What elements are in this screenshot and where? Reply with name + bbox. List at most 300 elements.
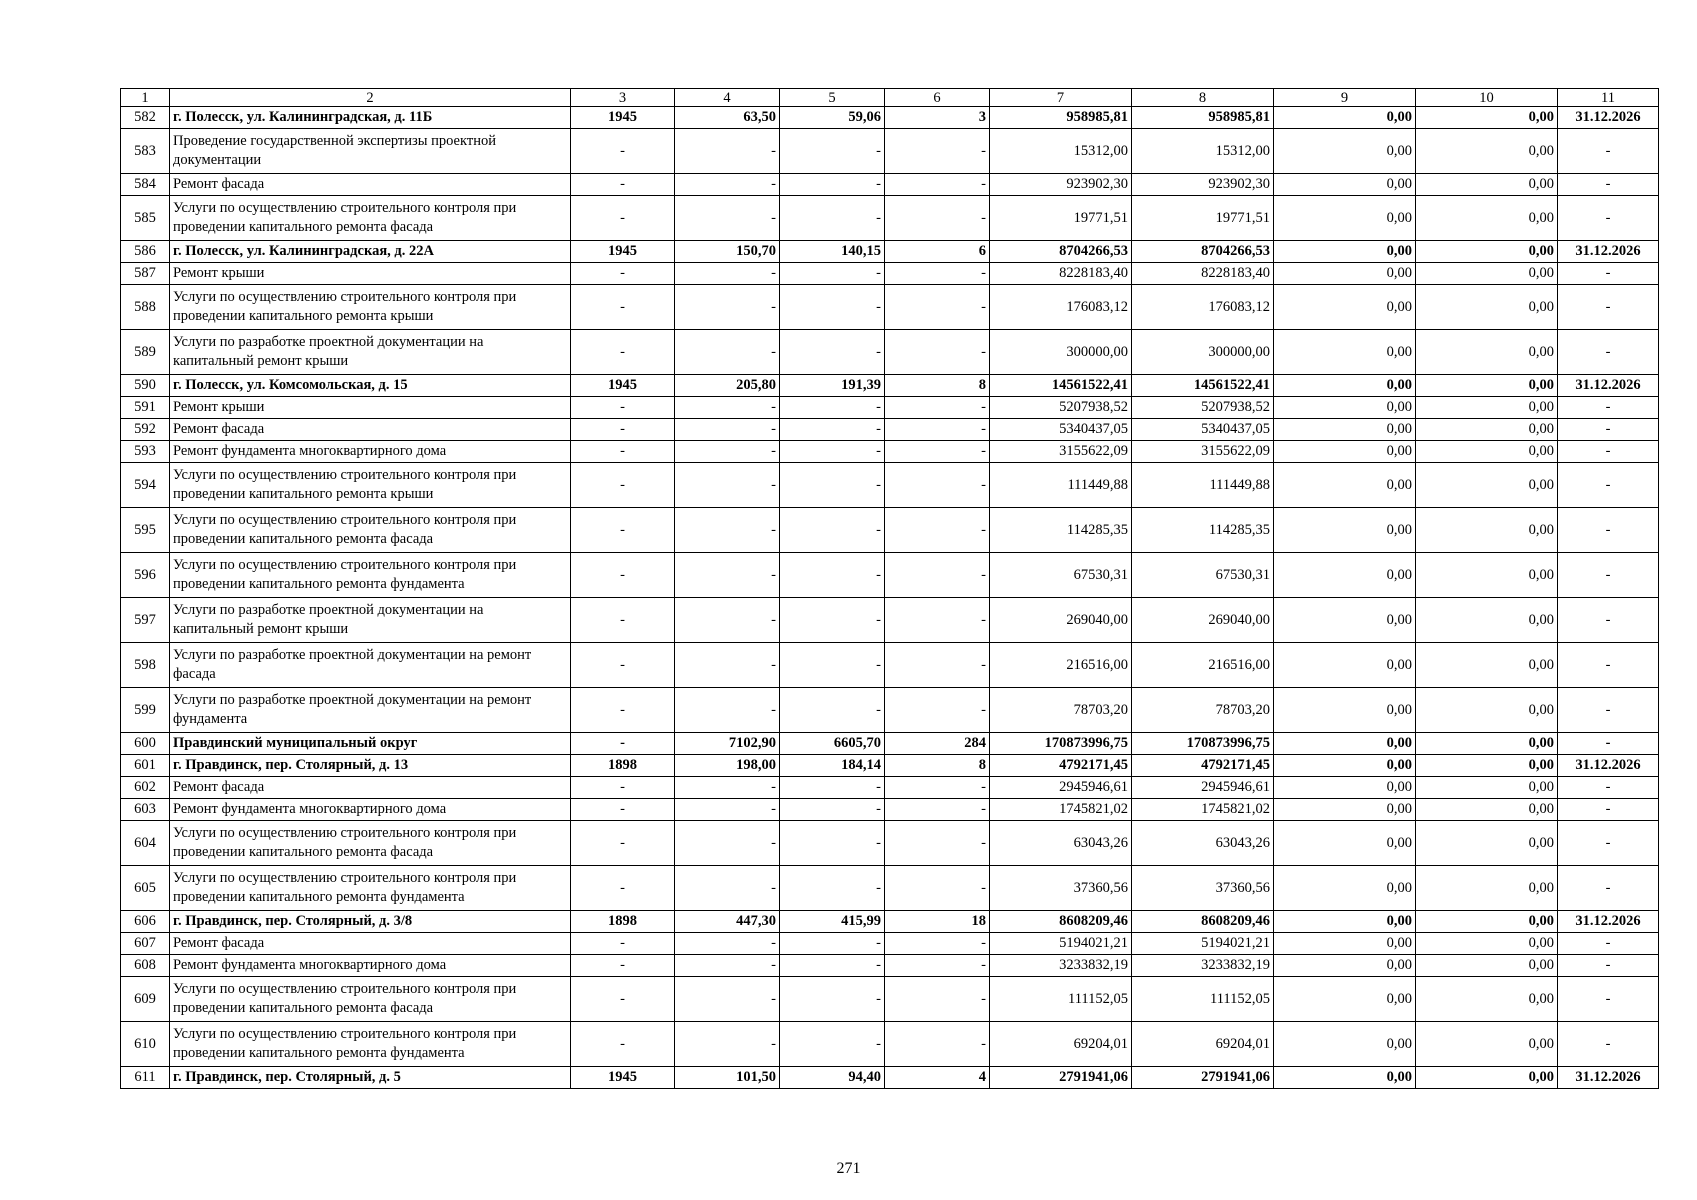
row-number-cell: 606 [121, 911, 170, 933]
col-11-cell: 31.12.2026 [1558, 107, 1659, 129]
col-8-cell: 1745821,02 [1132, 799, 1274, 821]
col-9-cell: 0,00 [1274, 821, 1416, 866]
row-number-cell: 598 [121, 643, 170, 688]
col-4-cell: - [675, 285, 780, 330]
col-4-cell: - [675, 419, 780, 441]
row-number-cell: 596 [121, 553, 170, 598]
col-11-cell: - [1558, 419, 1659, 441]
row-number-cell: 585 [121, 196, 170, 241]
table-row-address [121, 241, 1659, 263]
col-5-cell: 59,06 [780, 107, 885, 129]
col-7-cell: 4792171,45 [990, 755, 1132, 777]
col-8-cell: 2791941,06 [1132, 1067, 1274, 1089]
col-3-cell: 1945 [571, 107, 675, 129]
col-4-cell: - [675, 777, 780, 799]
col-10-cell: 0,00 [1416, 107, 1558, 129]
table-row-work [121, 553, 1659, 598]
table-row-work [121, 397, 1659, 419]
col-8-cell: 170873996,75 [1132, 733, 1274, 755]
col-9-cell: 0,00 [1274, 196, 1416, 241]
row-number-cell: 591 [121, 397, 170, 419]
col-11-cell: - [1558, 598, 1659, 643]
col-5-cell: - [780, 933, 885, 955]
col-3-cell: - [571, 799, 675, 821]
col-8-cell: 69204,01 [1132, 1022, 1274, 1067]
column-number-11: 11 [1558, 89, 1659, 107]
column-number-10: 10 [1416, 89, 1558, 107]
col-8-cell: 5194021,21 [1132, 933, 1274, 955]
col-6-cell: 3 [885, 107, 990, 129]
col-11-cell: - [1558, 777, 1659, 799]
col-10-cell: 0,00 [1416, 174, 1558, 196]
col-4-cell: - [675, 553, 780, 598]
col-9-cell: 0,00 [1274, 129, 1416, 174]
col-3-cell: - [571, 821, 675, 866]
col-8-cell: 8228183,40 [1132, 263, 1274, 285]
col-5-cell: - [780, 285, 885, 330]
col-6-cell: 8 [885, 375, 990, 397]
table-row-work [121, 441, 1659, 463]
row-number-cell: 592 [121, 419, 170, 441]
repair-program-table [120, 88, 1659, 1089]
col-7-cell: 958985,81 [990, 107, 1132, 129]
col-3-cell: - [571, 733, 675, 755]
item-name-cell: Услуги по разработке проектной документации на ремонт фундамента [170, 688, 571, 733]
col-5-cell: - [780, 688, 885, 733]
col-10-cell: 0,00 [1416, 688, 1558, 733]
row-number-cell: 605 [121, 866, 170, 911]
row-number-cell: 586 [121, 241, 170, 263]
col-7-cell: 8228183,40 [990, 263, 1132, 285]
table-row-work [121, 821, 1659, 866]
row-number-cell: 595 [121, 508, 170, 553]
col-7-cell: 37360,56 [990, 866, 1132, 911]
col-3-cell: - [571, 397, 675, 419]
col-5-cell: - [780, 174, 885, 196]
col-4-cell: 150,70 [675, 241, 780, 263]
col-3-cell: - [571, 129, 675, 174]
col-10-cell: 0,00 [1416, 755, 1558, 777]
col-10-cell: 0,00 [1416, 598, 1558, 643]
col-5-cell: - [780, 441, 885, 463]
col-7-cell: 923902,30 [990, 174, 1132, 196]
table-row-work [121, 933, 1659, 955]
col-4-cell: - [675, 598, 780, 643]
col-7-cell: 67530,31 [990, 553, 1132, 598]
col-3-cell: - [571, 777, 675, 799]
item-name-cell: Ремонт фасада [170, 174, 571, 196]
col-3-cell: - [571, 263, 675, 285]
col-10-cell: 0,00 [1416, 285, 1558, 330]
col-5-cell: - [780, 777, 885, 799]
col-3-cell: - [571, 643, 675, 688]
table-row-work [121, 1022, 1659, 1067]
col-3-cell: - [571, 330, 675, 375]
col-8-cell: 14561522,41 [1132, 375, 1274, 397]
col-6-cell: - [885, 955, 990, 977]
col-11-cell: - [1558, 174, 1659, 196]
item-name-cell: г. Правдинск, пер. Столярный, д. 3/8 [170, 911, 571, 933]
col-3-cell: 1898 [571, 755, 675, 777]
col-11-cell: - [1558, 733, 1659, 755]
col-11-cell: 31.12.2026 [1558, 911, 1659, 933]
col-8-cell: 269040,00 [1132, 598, 1274, 643]
row-number-cell: 590 [121, 375, 170, 397]
row-number-cell: 611 [121, 1067, 170, 1089]
table-row-work [121, 463, 1659, 508]
col-9-cell: 0,00 [1274, 777, 1416, 799]
col-9-cell: 0,00 [1274, 799, 1416, 821]
col-10-cell: 0,00 [1416, 977, 1558, 1022]
table-row-work [121, 330, 1659, 375]
item-name-cell: Ремонт фасада [170, 933, 571, 955]
col-5-cell: - [780, 598, 885, 643]
col-6-cell: - [885, 419, 990, 441]
col-5-cell: 184,14 [780, 755, 885, 777]
col-3-cell: - [571, 196, 675, 241]
page-number: 271 [836, 1160, 861, 1177]
table-row-work [121, 196, 1659, 241]
col-6-cell: - [885, 977, 990, 1022]
col-4-cell: - [675, 933, 780, 955]
col-7-cell: 2791941,06 [990, 1067, 1132, 1089]
row-number-cell: 583 [121, 129, 170, 174]
col-6-cell: - [885, 553, 990, 598]
col-10-cell: 0,00 [1416, 375, 1558, 397]
col-4-cell: 198,00 [675, 755, 780, 777]
col-6-cell: 6 [885, 241, 990, 263]
item-name-cell: Проведение государственной экспертизы проектной документации [170, 129, 571, 174]
col-10-cell: 0,00 [1416, 463, 1558, 508]
column-number-5: 5 [780, 89, 885, 107]
item-name-cell: Ремонт фасада [170, 777, 571, 799]
col-5-cell: - [780, 508, 885, 553]
col-10-cell: 0,00 [1416, 508, 1558, 553]
col-5-cell: - [780, 955, 885, 977]
col-5-cell: - [780, 643, 885, 688]
col-3-cell: - [571, 463, 675, 508]
column-number-4: 4 [675, 89, 780, 107]
col-8-cell: 67530,31 [1132, 553, 1274, 598]
col-4-cell: 101,50 [675, 1067, 780, 1089]
col-5-cell: 415,99 [780, 911, 885, 933]
col-11-cell: - [1558, 821, 1659, 866]
col-7-cell: 2945946,61 [990, 777, 1132, 799]
column-number-2: 2 [170, 89, 571, 107]
item-name-cell: г. Полесск, ул. Калининградская, д. 11Б [170, 107, 571, 129]
table-row-work [121, 688, 1659, 733]
col-10-cell: 0,00 [1416, 196, 1558, 241]
col-7-cell: 5194021,21 [990, 933, 1132, 955]
column-number-3: 3 [571, 89, 675, 107]
col-3-cell: 1945 [571, 1067, 675, 1089]
col-3-cell: - [571, 977, 675, 1022]
row-number-cell: 609 [121, 977, 170, 1022]
col-4-cell: - [675, 441, 780, 463]
item-name-cell: Ремонт крыши [170, 397, 571, 419]
col-6-cell: - [885, 866, 990, 911]
row-number-cell: 593 [121, 441, 170, 463]
col-3-cell: - [571, 285, 675, 330]
col-6-cell: - [885, 799, 990, 821]
table-row-work [121, 129, 1659, 174]
item-name-cell: Услуги по осуществлению строительного контроля при проведении капитального ремонта фасада [170, 821, 571, 866]
row-number-cell: 599 [121, 688, 170, 733]
item-name-cell: Услуги по осуществлению строительного контроля при проведении капитального ремонта крыши [170, 285, 571, 330]
col-8-cell: 114285,35 [1132, 508, 1274, 553]
col-11-cell: 31.12.2026 [1558, 241, 1659, 263]
col-8-cell: 4792171,45 [1132, 755, 1274, 777]
column-number-9: 9 [1274, 89, 1416, 107]
col-10-cell: 0,00 [1416, 643, 1558, 688]
col-11-cell: - [1558, 508, 1659, 553]
col-4-cell: 447,30 [675, 911, 780, 933]
item-name-cell: Услуги по разработке проектной документации на ремонт фасада [170, 643, 571, 688]
col-5-cell: 6605,70 [780, 733, 885, 755]
col-7-cell: 176083,12 [990, 285, 1132, 330]
col-5-cell: - [780, 196, 885, 241]
col-6-cell: - [885, 129, 990, 174]
item-name-cell: Ремонт фасада [170, 419, 571, 441]
col-5-cell: - [780, 463, 885, 508]
row-number-cell: 600 [121, 733, 170, 755]
table-row-work [121, 174, 1659, 196]
col-3-cell: 1945 [571, 241, 675, 263]
col-11-cell: - [1558, 955, 1659, 977]
col-10-cell: 0,00 [1416, 330, 1558, 375]
col-6-cell: - [885, 397, 990, 419]
item-name-cell: Услуги по осуществлению строительного контроля при проведении капитального ремонта фасада [170, 508, 571, 553]
column-number-7: 7 [990, 89, 1132, 107]
col-5-cell: - [780, 977, 885, 1022]
col-10-cell: 0,00 [1416, 553, 1558, 598]
col-6-cell: - [885, 688, 990, 733]
table-row-work [121, 643, 1659, 688]
row-number-cell: 603 [121, 799, 170, 821]
col-11-cell: - [1558, 441, 1659, 463]
col-6-cell: - [885, 598, 990, 643]
col-6-cell: 8 [885, 755, 990, 777]
col-11-cell: - [1558, 330, 1659, 375]
col-4-cell: - [675, 799, 780, 821]
col-4-cell: - [675, 463, 780, 508]
col-11-cell: - [1558, 643, 1659, 688]
table-row-work [121, 263, 1659, 285]
col-6-cell: - [885, 508, 990, 553]
col-3-cell: - [571, 955, 675, 977]
item-name-cell: Услуги по осуществлению строительного контроля при проведении капитального ремонта фасада [170, 196, 571, 241]
col-3-cell: - [571, 508, 675, 553]
col-8-cell: 923902,30 [1132, 174, 1274, 196]
item-name-cell: Ремонт фундамента многоквартирного дома [170, 955, 571, 977]
col-4-cell: - [675, 174, 780, 196]
col-9-cell: 0,00 [1274, 933, 1416, 955]
col-7-cell: 5340437,05 [990, 419, 1132, 441]
item-name-cell: Ремонт фундамента многоквартирного дома [170, 441, 571, 463]
col-3-cell: - [571, 441, 675, 463]
col-8-cell: 2945946,61 [1132, 777, 1274, 799]
col-10-cell: 0,00 [1416, 419, 1558, 441]
col-11-cell: - [1558, 688, 1659, 733]
col-7-cell: 111449,88 [990, 463, 1132, 508]
col-6-cell: - [885, 1022, 990, 1067]
col-7-cell: 63043,26 [990, 821, 1132, 866]
col-9-cell: 0,00 [1274, 598, 1416, 643]
row-number-cell: 610 [121, 1022, 170, 1067]
column-number-8: 8 [1132, 89, 1274, 107]
col-10-cell: 0,00 [1416, 241, 1558, 263]
table-row-address [121, 733, 1659, 755]
col-10-cell: 0,00 [1416, 1022, 1558, 1067]
col-5-cell: 140,15 [780, 241, 885, 263]
col-6-cell: - [885, 441, 990, 463]
item-name-cell: Услуги по разработке проектной документации на капитальный ремонт крыши [170, 598, 571, 643]
item-name-cell: Услуги по осуществлению строительного контроля при проведении капитального ремонта фундамента [170, 553, 571, 598]
item-name-cell: г. Полесск, ул. Комсомольская, д. 15 [170, 375, 571, 397]
col-3-cell: 1945 [571, 375, 675, 397]
col-3-cell: - [571, 419, 675, 441]
table-row-work [121, 285, 1659, 330]
col-11-cell: - [1558, 397, 1659, 419]
col-8-cell: 216516,00 [1132, 643, 1274, 688]
col-4-cell: - [675, 643, 780, 688]
col-11-cell: 31.12.2026 [1558, 755, 1659, 777]
col-11-cell: - [1558, 263, 1659, 285]
row-number-cell: 607 [121, 933, 170, 955]
col-7-cell: 300000,00 [990, 330, 1132, 375]
col-10-cell: 0,00 [1416, 955, 1558, 977]
col-4-cell: - [675, 196, 780, 241]
col-7-cell: 8608209,46 [990, 911, 1132, 933]
col-6-cell: 4 [885, 1067, 990, 1089]
column-number-6: 6 [885, 89, 990, 107]
col-9-cell: 0,00 [1274, 866, 1416, 911]
col-4-cell: - [675, 955, 780, 977]
col-6-cell: - [885, 821, 990, 866]
col-11-cell: - [1558, 196, 1659, 241]
col-11-cell: - [1558, 977, 1659, 1022]
col-11-cell: - [1558, 553, 1659, 598]
col-10-cell: 0,00 [1416, 733, 1558, 755]
col-9-cell: 0,00 [1274, 911, 1416, 933]
col-11-cell: - [1558, 463, 1659, 508]
col-9-cell: 0,00 [1274, 1067, 1416, 1089]
col-10-cell: 0,00 [1416, 129, 1558, 174]
col-10-cell: 0,00 [1416, 933, 1558, 955]
col-4-cell: - [675, 1022, 780, 1067]
col-6-cell: - [885, 285, 990, 330]
item-name-cell: Услуги по осуществлению строительного контроля при проведении капитального ремонта фасада [170, 977, 571, 1022]
col-4-cell: - [675, 866, 780, 911]
col-8-cell: 5207938,52 [1132, 397, 1274, 419]
col-7-cell: 114285,35 [990, 508, 1132, 553]
col-11-cell: - [1558, 1022, 1659, 1067]
col-6-cell: - [885, 463, 990, 508]
row-number-cell: 588 [121, 285, 170, 330]
col-4-cell: - [675, 821, 780, 866]
col-8-cell: 63043,26 [1132, 821, 1274, 866]
col-11-cell: 31.12.2026 [1558, 375, 1659, 397]
col-7-cell: 170873996,75 [990, 733, 1132, 755]
col-3-cell: - [571, 688, 675, 733]
table-row-address [121, 755, 1659, 777]
col-4-cell: 7102,90 [675, 733, 780, 755]
col-6-cell: 284 [885, 733, 990, 755]
col-11-cell: - [1558, 285, 1659, 330]
table-row-address [121, 911, 1659, 933]
col-3-cell: - [571, 174, 675, 196]
col-7-cell: 1745821,02 [990, 799, 1132, 821]
item-name-cell: Правдинский муниципальный округ [170, 733, 571, 755]
col-4-cell: - [675, 688, 780, 733]
row-number-cell: 584 [121, 174, 170, 196]
col-10-cell: 0,00 [1416, 911, 1558, 933]
table-row-work [121, 419, 1659, 441]
col-6-cell: 18 [885, 911, 990, 933]
col-5-cell: - [780, 419, 885, 441]
col-10-cell: 0,00 [1416, 441, 1558, 463]
col-5-cell: - [780, 799, 885, 821]
table-row-work [121, 955, 1659, 977]
col-7-cell: 3155622,09 [990, 441, 1132, 463]
col-9-cell: 0,00 [1274, 241, 1416, 263]
col-8-cell: 15312,00 [1132, 129, 1274, 174]
col-4-cell: - [675, 977, 780, 1022]
col-9-cell: 0,00 [1274, 643, 1416, 688]
col-9-cell: 0,00 [1274, 397, 1416, 419]
item-name-cell: г. Полесск, ул. Калининградская, д. 22А [170, 241, 571, 263]
item-name-cell: г. Правдинск, пер. Столярный, д. 5 [170, 1067, 571, 1089]
row-number-cell: 608 [121, 955, 170, 977]
table-row-work [121, 508, 1659, 553]
row-number-cell: 604 [121, 821, 170, 866]
col-6-cell: - [885, 643, 990, 688]
item-name-cell: Ремонт фундамента многоквартирного дома [170, 799, 571, 821]
col-7-cell: 8704266,53 [990, 241, 1132, 263]
col-8-cell: 8704266,53 [1132, 241, 1274, 263]
column-number-header [121, 89, 1659, 107]
col-11-cell: - [1558, 129, 1659, 174]
column-number-1: 1 [121, 89, 170, 107]
col-10-cell: 0,00 [1416, 799, 1558, 821]
col-6-cell: - [885, 933, 990, 955]
item-name-cell: Ремонт крыши [170, 263, 571, 285]
col-8-cell: 5340437,05 [1132, 419, 1274, 441]
col-7-cell: 78703,20 [990, 688, 1132, 733]
col-3-cell: - [571, 553, 675, 598]
col-9-cell: 0,00 [1274, 330, 1416, 375]
col-6-cell: - [885, 174, 990, 196]
col-4-cell: - [675, 397, 780, 419]
col-5-cell: - [780, 821, 885, 866]
col-5-cell: - [780, 866, 885, 911]
col-11-cell: - [1558, 799, 1659, 821]
col-8-cell: 19771,51 [1132, 196, 1274, 241]
table-body [121, 89, 1659, 1089]
col-9-cell: 0,00 [1274, 174, 1416, 196]
col-9-cell: 0,00 [1274, 553, 1416, 598]
col-8-cell: 78703,20 [1132, 688, 1274, 733]
col-7-cell: 69204,01 [990, 1022, 1132, 1067]
col-9-cell: 0,00 [1274, 733, 1416, 755]
col-10-cell: 0,00 [1416, 1067, 1558, 1089]
table-row-address [121, 107, 1659, 129]
col-4-cell: 63,50 [675, 107, 780, 129]
col-4-cell: - [675, 263, 780, 285]
item-name-cell: г. Правдинск, пер. Столярный, д. 13 [170, 755, 571, 777]
col-7-cell: 111152,05 [990, 977, 1132, 1022]
row-number-cell: 594 [121, 463, 170, 508]
